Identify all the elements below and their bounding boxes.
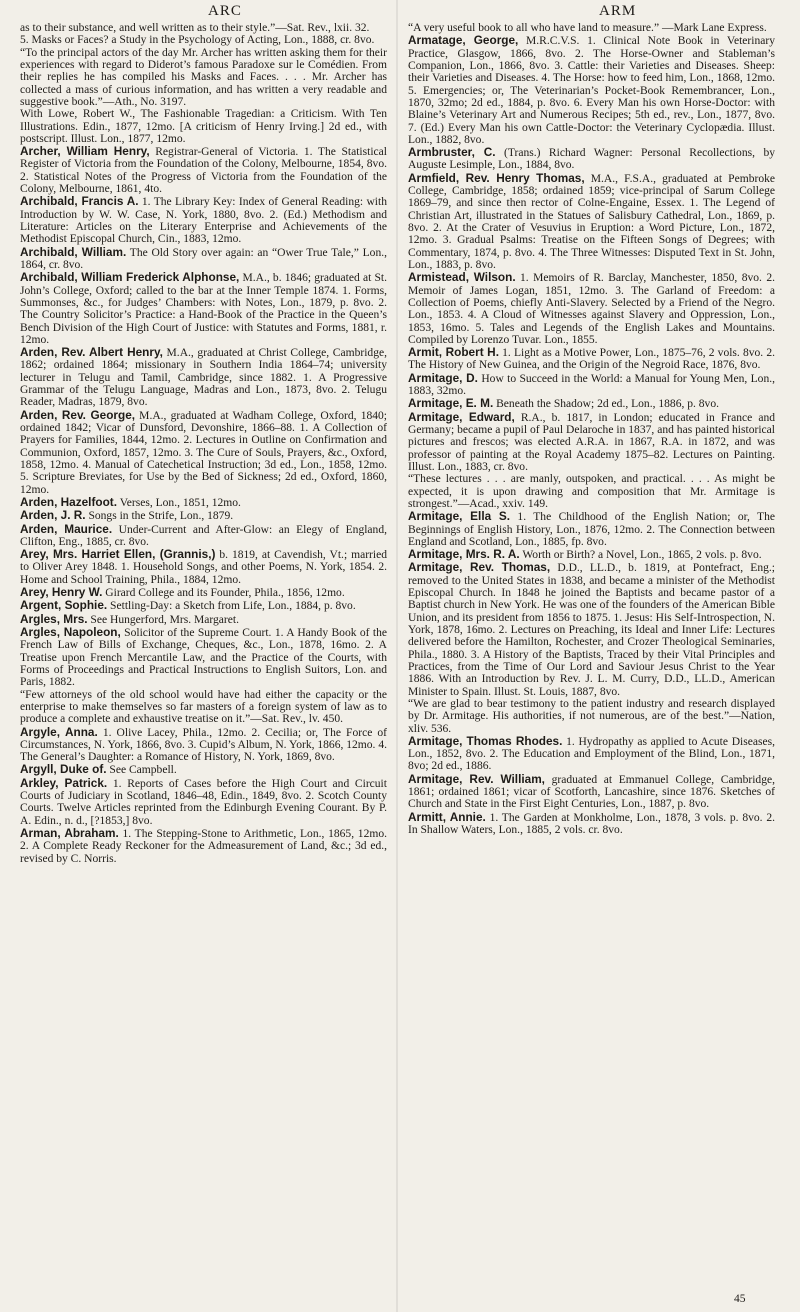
entry-heading: Argles, Mrs. xyxy=(20,611,88,626)
entry xyxy=(408,510,775,548)
entry-heading: Arden, J. R. xyxy=(20,508,86,523)
entry-heading: Armatage, George, xyxy=(408,33,519,48)
entry-text: 1. The Library Key: Index of General Reading: with Introduction by W. W. Case, N. York, 1880, 8vo. 2. (Ed.) Methodism and Literature: Articles on the Literary Enterprise and Achievements of the Methodist Episcopal Church, Cin., 1883, 12mo. xyxy=(20,196,387,246)
entry-heading: Arey, Mrs. Harriet Ellen, (Grannis,) xyxy=(20,547,216,562)
entry xyxy=(20,689,387,726)
entry xyxy=(20,145,387,195)
entry-heading: Armitt, Annie. xyxy=(408,809,486,824)
entry-heading: Argyll, Duke of. xyxy=(20,762,107,777)
entry xyxy=(20,777,387,827)
entry-heading: Armitage, E. M. xyxy=(408,396,494,411)
entry-text: b. 1819, at Cavendish, Vt.; married to Oliver Arey 1848. 1. Household Songs, and other Poems, N. York, 1854. 2. Home and School Training, Phila., 1884, 12mo. xyxy=(20,549,387,586)
entry-text: Registrar-General of Victoria. 1. The Statistical Register of Victoria from the Foundation of the Colony, Melbourne, 1854, 8vo. 2. Statistical Notes of the Progress of Victoria from the Foundation of the Colony, Melbourne, 1861, 4to. xyxy=(20,146,387,196)
entry-text: 1. The Stepping-Stone to Arithmetic, Lon., 1865, 12mo. 2. A Complete Ready Reckoner for the Admeasurement of Land, &c.; 3d ed., revised by C. Norris. xyxy=(20,828,387,865)
entry xyxy=(20,763,387,776)
left-column xyxy=(20,22,387,865)
entry xyxy=(20,496,387,509)
entry-text: 1. Memoirs of R. Barclay, Manchester, 1850, 8vo. 2. Memoir of James Logan, 1851, 12mo. 3. The Garland of Freedom: a Collection of Poems, chiefly Anti-Slavery. Selected by a Friend of the Negro. Lon., 1853. 4. A Cloud of Witnesses against Slavery and Oppression, Lon., 1853, 16mo. 5. Tales and Legends of the English Lakes and Mountains. Compiled by Lorenzo Tuvar. Lon., 1855. xyxy=(408,272,775,346)
entry-heading: Armitage, Edward, xyxy=(408,409,515,424)
entry xyxy=(408,561,775,697)
entry-text: “To the principal actors of the day Mr. Archer has written asking them for their experiences with regard to Diderot’s famous Paradoxe sur le Comédien. From their replies he has compiled his Masks and Faces. . . . Mr. Archer has collected a mass of curious information, and has written a very readable and suggestive book.”—Ath., No. 3197. xyxy=(20,46,387,108)
entry-heading: Armfield, Rev. Henry Thomas, xyxy=(408,170,585,185)
entry-heading: Archibald, William Frederick Alphonse, xyxy=(20,270,240,285)
entry xyxy=(408,146,775,172)
entry-text: 1. The Childhood of the English Nation; or, The Beginnings of English History, Lon., 1876, 12mo. 2. The Connection between England and Scotland, Lon., 1885, fp. 8vo. xyxy=(408,511,775,548)
entry-heading: Argyle, Anna. xyxy=(20,724,98,739)
entry-text: (Trans.) Richard Wagner: Personal Recollections, by Auguste Lesimple, Lon., 1884, 8vo. xyxy=(408,147,775,172)
entry-text: as to their substance, and well written as to their style.”—Sat. Rev., lxii. 32. xyxy=(20,22,370,34)
entry-text: “Few attorneys of the old school would have had either the capacity or the enterprise to make themselves so far masters of a foreign system of law as to produce a complete and exhaustive treatise on it.”—Sat. Rev., lv. 450. xyxy=(20,688,387,726)
entry xyxy=(20,586,387,599)
entry xyxy=(20,271,387,346)
entry-text: 1. Hydropathy as applied to Acute Diseases, Lon., 1852, 8vo. 2. The Education and Employment of the Blind, Lon., 1871, 8vo; 2d ed., 1886. xyxy=(408,735,775,773)
entry xyxy=(20,827,387,865)
entry-heading: Argent, Sophie. xyxy=(20,598,108,613)
entry xyxy=(20,599,387,612)
entry-heading: Arden, Maurice. xyxy=(20,521,113,536)
entry xyxy=(20,34,387,46)
entry xyxy=(408,372,775,398)
entry-text: Girard College and its Founder, Phila., 1856, 12mo. xyxy=(102,587,345,600)
entry xyxy=(408,735,775,773)
entry xyxy=(20,108,387,145)
entry xyxy=(408,397,775,410)
entry-heading: Armitage, Thomas Rhodes. xyxy=(408,733,563,748)
entry-text: “A very useful book to all who have land to measure.” —Mark Lane Express. xyxy=(408,22,767,34)
entry-text: D.D., LL.D., b. 1819, at Pontefract, Eng.; removed to the United States in 1838, and became a minister of the Methodist Episcopal Church. In 1848 he joined the Baptists and became pastor of a Baptist church in New York. He was one of the founders of the American Bible Union, and its president from 1856 to 1875. 1. Jesus: His Self-Introspection, N. York, 1878, 16mo. 2. Lectures on Preaching, its Ideal and Inner Life: Lectures delivered before the Hamilton, Rochester, and Crozer Theological Seminaries, Phila., 1880. 3. A History of the Baptists, Traced by their Vital Principles and Practices, from the Time of Our Lord and Saviour Jesus Christ to the Year 1886. With an Introduction by Rev. J. L. M. Curry, D.D., LL.D., American Minister to Spain. Illust. St. Louis, 1887, 8vo. xyxy=(408,562,775,698)
entry-text: Songs in the Strife, Lon., 1879. xyxy=(85,510,234,523)
entry-text: Settling-Day: a Sketch from Life, Lon., 1884, p. 8vo. xyxy=(107,600,356,613)
entry-heading: Armitage, Ella S. xyxy=(408,509,511,524)
entry-text: M.A., graduated at Wadham College, Oxford, 1840; ordained 1842; Vicar of Dunsford, Devonshire, 1866–88. 1. A Collection of Prayers for Families, 1844, 12mo. 2. Lectures in Outline on Confirmation and Communion, Oxford, 1857, 12mo. 3. The Cure of Souls, Prayers, &c., Oxford, 1858, 12mo. 4. Manual of Catechetical Instruction; 3d ed., Lon., 1858, 12mo. 5. Scripture Breviates, for Use by the Bed of Sickness; 2d ed., Oxford, 1860, 12mo. xyxy=(20,409,387,496)
entry-text: Under-Current and After-Glow: an Elegy of England, Clifton, Eng., 1885, cr. 8vo. xyxy=(20,523,387,548)
entry-heading: Arman, Abraham. xyxy=(20,826,119,840)
entry-heading: Archibald, William. xyxy=(20,244,127,259)
entry-heading: Armitage, D. xyxy=(408,370,478,385)
entry-text: “We are glad to bear testimony to the patient industry and research displayed by Dr. Armitage. His authorities, if not numerous, are of the best.”—Nation, xliv. 536. xyxy=(408,697,775,735)
entry-text: Verses, Lon., 1851, 12mo. xyxy=(117,496,241,509)
entry-text: Worth or Birth? a Novel, Lon., 1865, 2 vols. p. 8vo. xyxy=(519,549,762,562)
entry xyxy=(20,548,387,586)
entry xyxy=(20,626,387,689)
entry-text: The Old Story over again: an “Ower True Tale,” Lon., 1864, cr. 8vo. xyxy=(20,246,387,271)
entry xyxy=(408,346,775,372)
entry xyxy=(20,246,387,272)
entry xyxy=(20,726,387,764)
entry-heading: Armitage, Rev. Thomas, xyxy=(408,560,551,575)
entry xyxy=(20,346,387,409)
entry xyxy=(408,34,775,146)
entry xyxy=(20,523,387,549)
entry-heading: Armbruster, C. xyxy=(408,145,496,160)
entry-text: graduated at Emmanuel College, Cambridge, 1861; ordained 1861; vicar of Scotforth, Lancashire, since 1876. Sketches of Church and State in the First Eight Centuries, Lon., 1887, p. 8vo. xyxy=(408,773,775,811)
entry-text: R.A., b. 1817, in London; educated in France and Germany; became a pupil of Paul Delaroche in 1837, and has painted historical pictures and frescos; was elected A.R.A. in 1867, R.A. in 1872, and was professor of painting at the Royal Academy 1875–82. Lectures on Painting. Illust. Lon., 1883, cr. 8vo. xyxy=(408,411,775,473)
entry-text: 1. Reports of Cases before the High Court and Circuit Courts of Judiciary in Scotland, 1846–48, Edin., 1849, 8vo. 2. Scotch County Courts. Twelve Articles reprinted from the Edinburgh Evening Courant. By P. A. Edin., n. d., [?1853,] 8vo. xyxy=(20,777,387,827)
entry-text: “These lectures . . . are manly, outspoken, and practical. . . . As might be expected, it is upon drawing and composition that Mr. Armitage is strongest.”—Acad., xxiv. 149. xyxy=(408,473,775,510)
entry-text: 5. Masks or Faces? a Study in the Psychology of Acting, Lon., 1888, cr. 8vo. xyxy=(20,34,375,47)
page-gutter xyxy=(396,0,398,1312)
entry-heading: Arden, Rev. George, xyxy=(20,407,136,422)
entry xyxy=(20,409,387,496)
entry-heading: Arey, Henry W. xyxy=(20,585,103,600)
entry-heading: Armistead, Wilson. xyxy=(408,270,516,285)
entry-text: 1. The Garden at Monkholme, Lon., 1878, 3 vols. p. 8vo. 2. In Shallow Waters, Lon., 1885, 2 vols. cr. 8vo. xyxy=(408,811,775,836)
entry-text: M.A., graduated at Christ College, Cambridge, 1862; ordained 1864; missionary in Southern India 1864–74; university lecturer in Telugu and Tamil, Cambridge, since 1882. 1. A Progressive Grammar of the Telugu Language, Madras and Lon., 1873, 8vo. 2. Telugu Reader, Madras, 1879, 8vo. xyxy=(20,347,387,409)
entry xyxy=(20,47,387,109)
entry-text: M.A., b. 1846; graduated at St. John’s College, Oxford; called to the bar at the Inner Temple 1874. 1. Forms, Summonses, &c., for Judges’ Chambers: with Notes, Lon., 1879, p. 8vo. 2. The Country Solicitor’s Practice: a Hand-Book of the Practice in the Queen’s Bench Division of the High Court of Justice: with Statutes and Forms, 1881, r. 12mo. xyxy=(20,272,387,346)
entry xyxy=(408,172,775,272)
entry xyxy=(408,473,775,510)
entry-text: How to Succeed in the World: a Manual for Young Men, Lon., 1883, 32mo. xyxy=(408,372,775,398)
right-column xyxy=(408,22,775,836)
entry-heading: Archibald, Francis A. xyxy=(20,194,139,209)
entry-text: See Campbell. xyxy=(106,764,177,777)
entry xyxy=(20,509,387,522)
entry xyxy=(20,22,387,34)
entry-heading: Armitage, Rev. William, xyxy=(408,771,545,786)
entry xyxy=(408,698,775,735)
entry-heading: Archer, William Henry, xyxy=(20,144,150,159)
entry-heading: Armit, Robert H. xyxy=(408,345,499,360)
entry-text: 1. Olive Lacey, Phila., 12mo. 2. Cecilia; or, The Force of Circumstances, N. York, 1866, 8vo. 3. Cupid’s Album, N. York, 1866, 12mo. 4. The General’s Daughter: a Romance of History, N. York, 1869, 8vo. xyxy=(20,726,387,764)
entry-text: Solicitor of the Supreme Court. 1. A Handy Book of the French Law of Bills of Exchange, Cheques, &c., Lon., 1878, 16mo. 2. A Treatise upon French Mercantile Law, and the Practice of the Courts, with Forms of Proceedings and Practical Instructions to English Suitors, Lon. and Paris, 1882. xyxy=(20,627,387,689)
entry-heading: Armitage, Mrs. R. A. xyxy=(408,547,520,562)
entry-text: See Hungerford, Mrs. Margaret. xyxy=(87,613,239,626)
page-number: 45 xyxy=(734,1293,746,1305)
entry-heading: Argles, Napoleon, xyxy=(20,625,121,639)
running-header-right: ARM xyxy=(599,3,637,19)
entry-text: 1. Light as a Motive Power, Lon., 1875–76, 2 vols. 8vo. 2. The History of New Guinea, and the Origin of the Negroid Race, 1876, 8vo. xyxy=(408,347,775,372)
entry xyxy=(408,773,775,811)
entry-text: M.R.C.V.S. 1. Clinical Note Book in Veterinary Practice, Glasgow, 1866, 8vo. 2. The Horse-Owner and Stableman’s Companion, Lon., 1866, 8vo. 3. Cattle: their Varieties and Diseases. Sheep: their Varieties and Diseases. 4. The Horse: how to feed him, Lon., 1868, 12mo. 5. Emergencies; or, The Veterinarian’s Pocket-Book Remembrancer, Lon., 1870, 32mo; 2d ed., 1884, p. 8vo. 6. Every Man his own Horse-Doctor: with Blaine’s Veterinary Art and Numerous Recipes; 5th ed., rev., Lon., 1877, 8vo. 7. (Ed.) Every Man his own Cattle-Doctor: the Veterinary Cyclopædia. Illust. Lon., 1882, 8vo. xyxy=(408,35,775,146)
entry xyxy=(408,271,775,346)
entry xyxy=(20,613,387,626)
entry-heading: Arden, Hazelfoot. xyxy=(20,494,118,509)
entry-text: Beneath the Shadow; 2d ed., Lon., 1886, p. 8vo. xyxy=(493,398,719,411)
entry xyxy=(20,195,387,245)
entry-heading: Arkley, Patrick. xyxy=(20,775,108,790)
entry-heading: Arden, Rev. Albert Henry, xyxy=(20,345,163,360)
entry xyxy=(408,548,775,561)
entry-text: With Lowe, Robert W., The Fashionable Tragedian: a Criticism. With Ten Illustrations. Edin., 1877, 12mo. [A criticism of Henry Irving.] 2d ed., with postscript. Illust. Lon., 1877, 12mo. xyxy=(20,108,387,145)
entry xyxy=(408,411,775,474)
entry xyxy=(408,811,775,837)
entry-text: M.A., F.S.A., graduated at Pembroke College, Cambridge, 1858; ordained 1859; vice-principal of Sarum College 1869–79, and since then rector of Colne-Engaine, Essex. 1. The Legend of Christian Art, illustrated in the Statues of Salisbury Cathedral, Lon., 1869, p. 8vo. 2. At the Crater of Vesuvius in Eruption: a Word Picture, Lon., 1872, 12mo. 3. Gradual Psalms: Treatise on the Fifteen Songs of Degrees; with Commentary, 1874, p. 8vo. 4. The Three Witnesses: Disputed Text in St. John, Lon., 1883, p. 8vo. xyxy=(408,172,775,271)
running-header-left: ARC xyxy=(208,3,242,19)
